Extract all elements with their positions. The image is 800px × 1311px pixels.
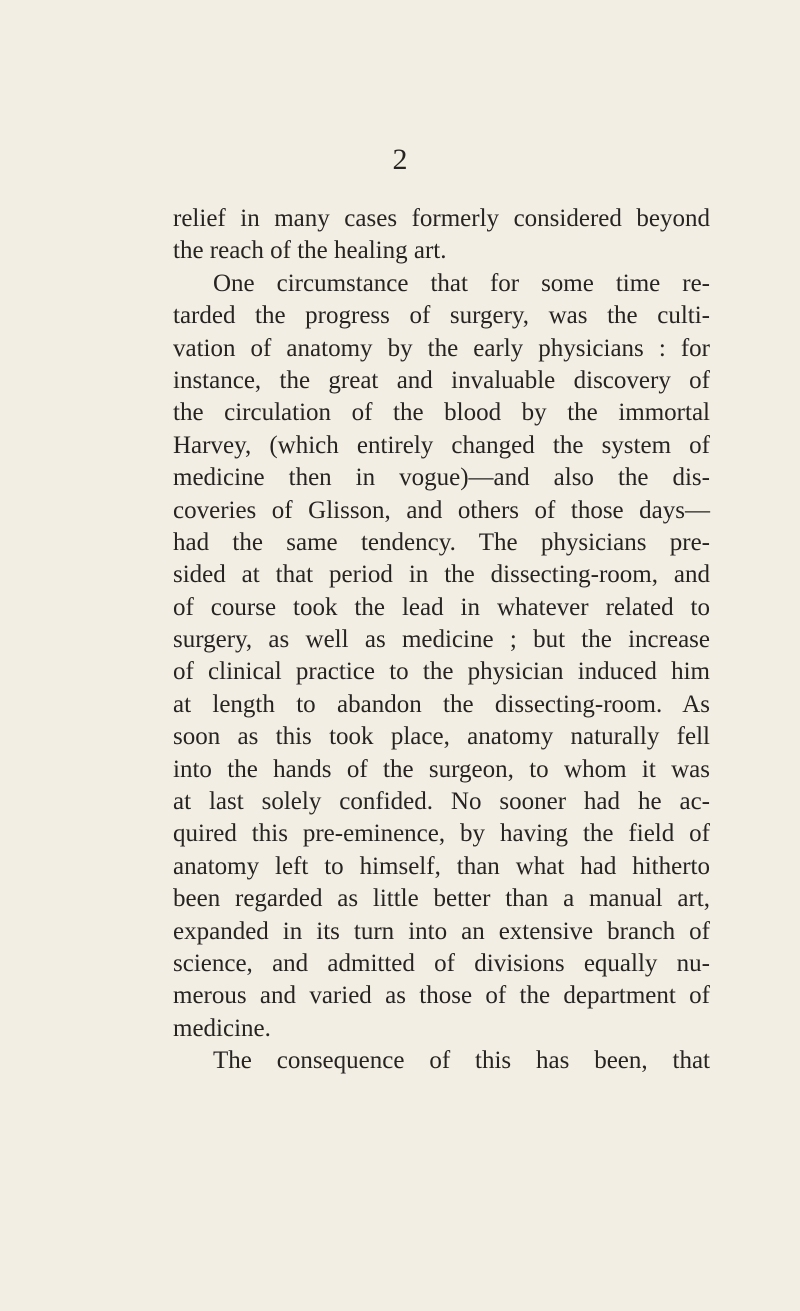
text-line: sided at that period in the dissecting-room, and bbox=[173, 561, 710, 589]
text-line: relief in many cases formerly considered beyond bbox=[173, 205, 710, 232]
text-line: One circumstance that for some time re- bbox=[213, 269, 710, 297]
text-line: the circulation of the blood by the immortal bbox=[173, 399, 710, 427]
text-line: The consequence of this has been, that bbox=[213, 1047, 710, 1075]
text-line: of course took the lead in whatever related to bbox=[173, 593, 710, 621]
text-line: anatomy left to himself, than what had hitherto bbox=[173, 852, 710, 880]
text-line: the reach of the healing art. bbox=[173, 237, 447, 265]
text-line: tarded the progress of surgery, was the culti- bbox=[173, 302, 710, 330]
text-line: Harvey, (which entirely changed the system of bbox=[173, 431, 710, 459]
text-line: coveries of Glisson, and others of those days— bbox=[173, 496, 710, 524]
text-line: surgery, as well as medicine ; but the increase bbox=[173, 626, 710, 654]
text-line: quired this pre-eminence, by having the field of bbox=[173, 820, 710, 848]
body-text bbox=[173, 203, 710, 1078]
text-line: science, and admitted of divisions equally nu- bbox=[173, 949, 710, 977]
text-line: medicine then in vogue)—and also the dis- bbox=[173, 464, 710, 492]
text-line: been regarded as little better than a manual art, bbox=[173, 885, 710, 913]
text-line: instance, the great and invaluable discovery of bbox=[173, 366, 710, 394]
text-line: had the same tendency. The physicians pre- bbox=[173, 528, 710, 556]
text-line: vation of anatomy by the early physicians : for bbox=[173, 334, 710, 362]
text-line: merous and varied as those of the department of bbox=[173, 982, 710, 1010]
text-line: at length to abandon the dissecting-room. As bbox=[173, 690, 710, 718]
text-line: into the hands of the surgeon, to whom it was bbox=[173, 755, 710, 783]
text-line: at last solely confided. No sooner had he ac- bbox=[173, 788, 710, 816]
text-line: soon as this took place, anatomy naturally fell bbox=[173, 723, 710, 751]
text-line: medicine. bbox=[173, 1014, 271, 1042]
text-line: expanded in its turn into an extensive branch of bbox=[173, 917, 710, 945]
page-number: 2 bbox=[392, 143, 408, 176]
text-line: of clinical practice to the physician induced him bbox=[173, 658, 710, 686]
